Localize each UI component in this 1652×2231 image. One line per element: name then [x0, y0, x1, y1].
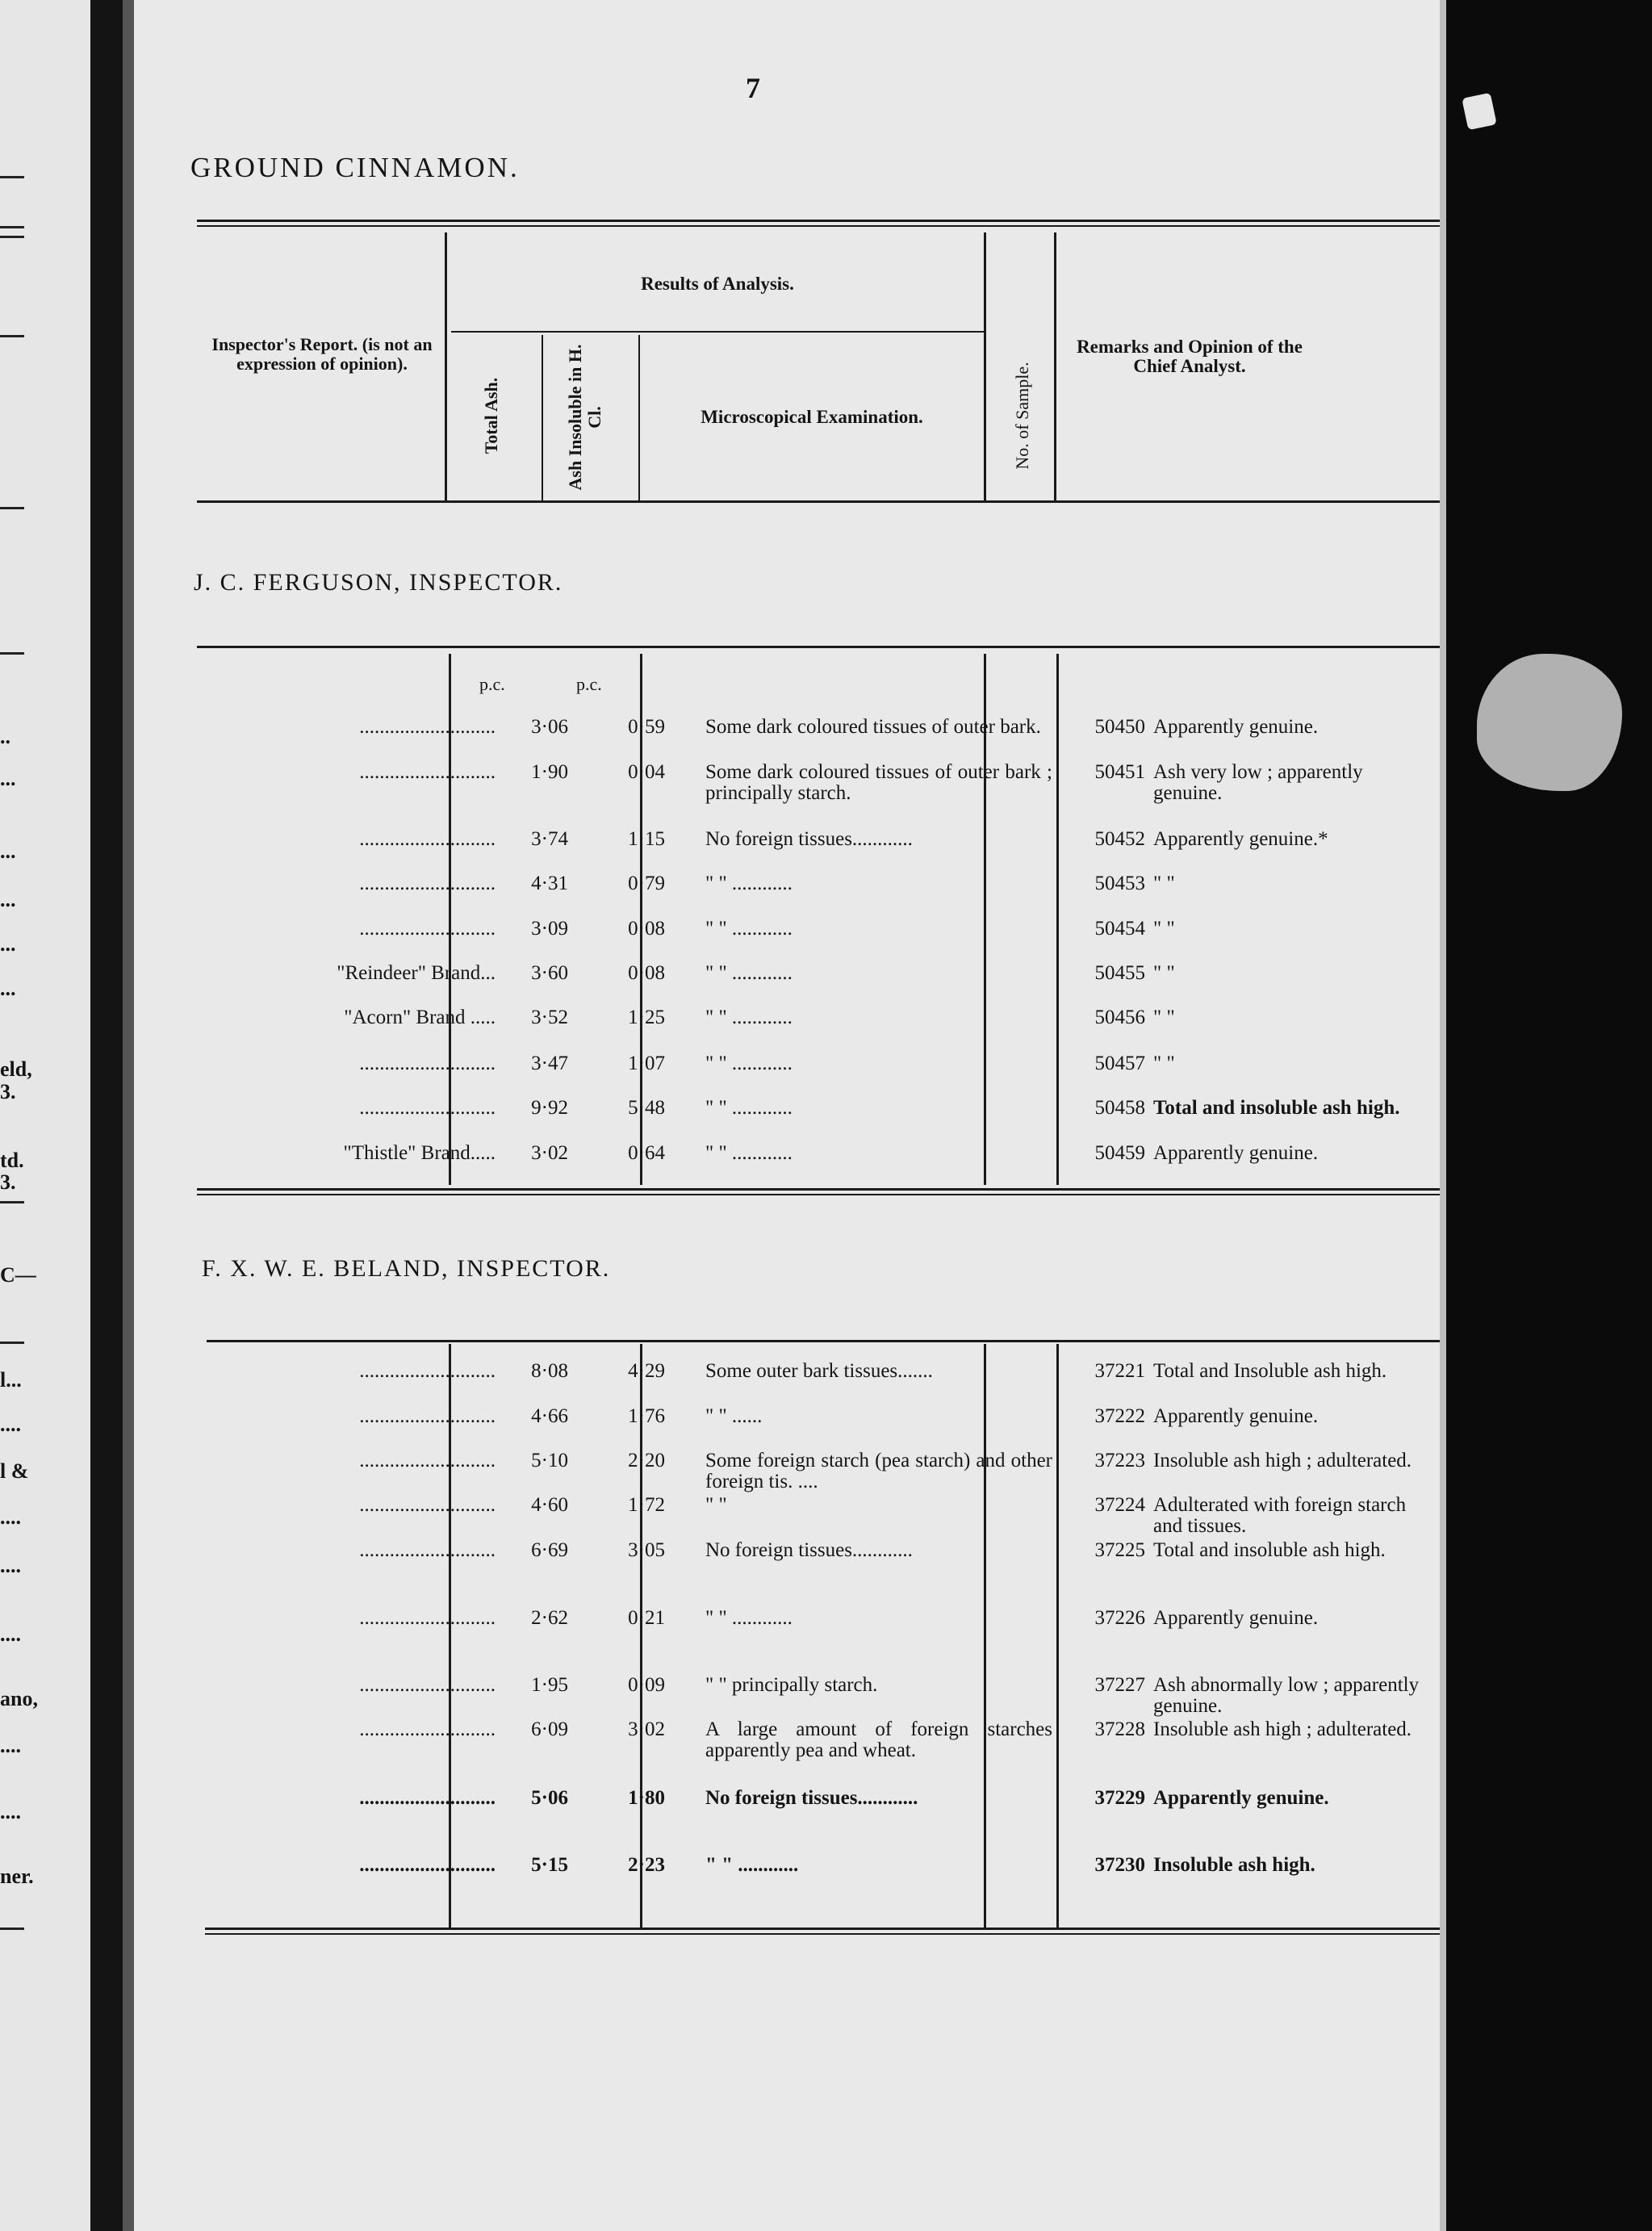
cell-sample-no: 50453 — [1094, 873, 1145, 894]
cell-remarks: Insoluble ash high ; adulterated. — [1153, 1718, 1412, 1740]
col-divider — [1056, 1344, 1059, 1929]
cell-remarks: " " — [1153, 1053, 1175, 1074]
header-remarks: Remarks and Opinion of the Chief Analyst. — [1077, 337, 1303, 376]
header-top-rule — [197, 220, 1440, 227]
unit-label: p.c. — [479, 674, 505, 694]
cell-remarks: Apparently genuine. — [1153, 716, 1319, 738]
col-divider — [449, 1344, 451, 1929]
margin-rule — [0, 1201, 24, 1203]
cell-report: ........................... — [359, 1855, 496, 1876]
cell-report: "Acorn" Brand ..... — [344, 1007, 496, 1028]
margin-rule — [0, 335, 24, 337]
cell-microscopical: No foreign tissues............ — [705, 828, 913, 850]
margin-fragment: l... — [0, 1368, 22, 1392]
cell-report: ........................... — [359, 1450, 496, 1471]
margin-fragment: ner. — [0, 1865, 34, 1888]
cell-remarks: Ash abnormally low ; apparently genuine. — [1153, 1674, 1420, 1717]
cell-sample-no: 37225 — [1094, 1539, 1145, 1561]
cell-remarks: Apparently genuine. — [1153, 1405, 1319, 1427]
margin-fragment: ... — [0, 839, 16, 863]
document-page — [134, 0, 1440, 2231]
cell-insoluble: 0·79 — [628, 873, 665, 894]
margin-rule — [0, 236, 24, 238]
cell-report: ........................... — [359, 1788, 496, 1809]
cell-report: ........................... — [359, 919, 496, 940]
header-inspector-report: Inspector's Report. (is not an expression of opinion). — [211, 334, 433, 374]
cell-insoluble: 0·04 — [628, 761, 665, 783]
cell-report: ........................... — [359, 717, 496, 738]
cell-total-ash: 9·92 — [531, 1097, 568, 1119]
margin-fragment: eld, — [0, 1057, 32, 1081]
cell-remarks: " " — [1153, 962, 1175, 984]
cell-microscopical: A large amount of foreign starches apparently pea and wheat. — [705, 1718, 1052, 1761]
header-results-of-analysis: Results of Analysis. — [641, 274, 794, 294]
cell-remarks: Apparently genuine. — [1153, 1142, 1319, 1164]
facing-page-strip — [0, 0, 90, 2231]
header-bottom-rule — [197, 500, 1440, 503]
cell-total-ash: 3·02 — [531, 1142, 568, 1164]
cell-sample-no: 50457 — [1094, 1053, 1145, 1074]
cell-microscopical: Some outer bark tissues....... — [705, 1360, 933, 1382]
cell-remarks: Total and insoluble ash high. — [1153, 1539, 1386, 1561]
cell-insoluble: 3·02 — [628, 1718, 665, 1740]
cell-total-ash: 4·60 — [531, 1494, 568, 1516]
cell-sample-no: 50454 — [1094, 918, 1145, 940]
col-divider — [638, 335, 640, 500]
cell-total-ash: 3·60 — [531, 962, 568, 984]
cell-microscopical: " " ...... — [705, 1405, 763, 1427]
cell-microscopical: " " ............ — [705, 918, 793, 940]
header-total-ash: Total Ash. — [481, 377, 501, 454]
cell-remarks: Insoluble ash high. — [1153, 1854, 1315, 1876]
cell-total-ash: 5·10 — [531, 1450, 568, 1471]
inspector-heading: F. X. W. E. BELAND, INSPECTOR. — [202, 1255, 611, 1282]
col-divider — [1056, 654, 1059, 1185]
cell-total-ash: 3·06 — [531, 716, 568, 738]
margin-fragment: .... — [0, 1622, 21, 1646]
cell-insoluble: 0·08 — [628, 918, 665, 940]
group-bottom-rule — [197, 1188, 1440, 1195]
cell-microscopical: " " ............ — [705, 1053, 793, 1074]
cell-microscopical: " " ............ — [705, 1007, 793, 1028]
cell-total-ash: 4·31 — [531, 873, 568, 894]
cell-report: ........................... — [359, 1098, 496, 1119]
cell-insoluble: 0·59 — [628, 716, 665, 738]
margin-fragment: l & — [0, 1459, 29, 1483]
paper-scrap — [1462, 93, 1497, 131]
cell-report: ........................... — [359, 1053, 496, 1074]
cell-sample-no: 50456 — [1094, 1007, 1145, 1028]
col-divider — [542, 335, 543, 500]
col-divider — [445, 232, 447, 500]
cell-report: ........................... — [359, 762, 496, 783]
cell-insoluble: 4·29 — [628, 1360, 665, 1382]
cell-total-ash: 2·62 — [531, 1607, 568, 1629]
margin-rule — [0, 507, 24, 509]
cell-remarks: " " — [1153, 873, 1175, 894]
cell-report: "Reindeer" Brand... — [337, 963, 496, 984]
cell-report: ........................... — [359, 829, 496, 850]
cell-insoluble: 1·15 — [628, 828, 665, 850]
cell-total-ash: 3·74 — [531, 828, 568, 850]
cell-sample-no: 37224 — [1094, 1494, 1145, 1516]
cell-sample-no: 37222 — [1094, 1405, 1145, 1427]
cell-report: ........................... — [359, 1540, 496, 1561]
cell-total-ash: 3·47 — [531, 1053, 568, 1074]
cell-report: ........................... — [359, 1361, 496, 1382]
cell-report: ........................... — [359, 1719, 496, 1740]
cell-sample-no: 37221 — [1094, 1360, 1145, 1382]
cell-insoluble: 1·80 — [628, 1787, 665, 1809]
cell-remarks: Apparently genuine. — [1153, 1787, 1329, 1809]
cell-remarks: Total and Insoluble ash high. — [1153, 1360, 1387, 1382]
cell-total-ash: 5·06 — [531, 1787, 568, 1809]
cell-microscopical: Some dark coloured tissues of outer bark. — [705, 716, 1041, 738]
cell-insoluble: 1·72 — [628, 1494, 665, 1516]
cell-sample-no: 50458 — [1094, 1097, 1145, 1119]
cell-total-ash: 8·08 — [531, 1360, 568, 1382]
cell-total-ash: 4·66 — [531, 1405, 568, 1427]
cell-insoluble: 2·23 — [628, 1854, 665, 1876]
cell-report: ........................... — [359, 873, 496, 894]
cell-remarks: Total and insoluble ash high. — [1153, 1097, 1400, 1119]
cell-microscopical: " " ............ — [705, 873, 793, 894]
binding-gutter — [90, 0, 123, 2231]
cell-sample-no: 50452 — [1094, 828, 1145, 850]
cell-insoluble: 0·08 — [628, 962, 665, 984]
cell-total-ash: 6·69 — [531, 1539, 568, 1561]
cell-insoluble: 3·05 — [628, 1539, 665, 1561]
cell-remarks: " " — [1153, 918, 1175, 940]
margin-fragment: ano, — [0, 1687, 38, 1710]
margin-fragment: 3. — [0, 1170, 16, 1194]
results-rule — [451, 331, 984, 333]
cell-microscopical: No foreign tissues............ — [705, 1787, 918, 1809]
cell-sample-no: 37228 — [1094, 1718, 1145, 1740]
cell-report: ........................... — [359, 1406, 496, 1427]
cell-insoluble: 5·48 — [628, 1097, 665, 1119]
group-top-rule — [207, 1340, 1440, 1342]
margin-fragment: .... — [0, 1800, 21, 1823]
cell-microscopical: " " ............ — [705, 1097, 793, 1119]
cell-microscopical: Some foreign starch (pea starch) and other foreign tis. .... — [705, 1450, 1052, 1492]
cell-microscopical: " " principally starch. — [705, 1674, 878, 1696]
cell-total-ash: 5·15 — [531, 1854, 568, 1876]
cell-sample-no: 37229 — [1094, 1787, 1145, 1809]
cell-microscopical: No foreign tissues............ — [705, 1539, 913, 1561]
margin-fragment: 3. — [0, 1080, 16, 1103]
cell-insoluble: 0·64 — [628, 1142, 665, 1164]
margin-fragment: ... — [0, 767, 16, 790]
margin-rule — [0, 1928, 24, 1930]
cell-sample-no: 50450 — [1094, 716, 1145, 738]
cell-remarks: Insoluble ash high ; adulterated. — [1153, 1450, 1412, 1471]
col-divider — [984, 232, 986, 500]
col-divider — [640, 1344, 642, 1929]
cell-insoluble: 1·25 — [628, 1007, 665, 1028]
cell-report: ........................... — [359, 1675, 496, 1696]
margin-fragment: .. — [0, 725, 10, 748]
cell-sample-no: 37223 — [1094, 1450, 1145, 1471]
cell-microscopical: " " ............ — [705, 1142, 793, 1164]
cell-remarks: Apparently genuine. — [1153, 1607, 1319, 1629]
margin-rule — [0, 176, 24, 178]
unit-label: p.c. — [576, 674, 602, 694]
cell-sample-no: 37227 — [1094, 1674, 1145, 1696]
section-title: GROUND CINNAMON. — [190, 152, 520, 183]
group-top-rule — [197, 646, 1440, 648]
margin-fragment: .... — [0, 1554, 21, 1577]
cell-remarks: Adulterated with foreign starch and tissues. — [1153, 1494, 1407, 1537]
cell-microscopical: " " ............ — [705, 1854, 799, 1876]
margin-rule — [0, 652, 24, 655]
cell-remarks: " " — [1153, 1007, 1175, 1028]
margin-rule — [0, 1342, 24, 1344]
cell-sample-no: 50455 — [1094, 962, 1145, 984]
cell-sample-no: 50459 — [1094, 1142, 1145, 1164]
page-edge — [1440, 0, 1446, 2231]
cell-insoluble: 2·20 — [628, 1450, 665, 1471]
margin-fragment: ... — [0, 977, 16, 1000]
cell-report: ........................... — [359, 1608, 496, 1629]
header-no-of-sample: No. of Sample. — [1012, 362, 1032, 470]
cell-insoluble: 1·76 — [628, 1405, 665, 1427]
cell-sample-no: 37230 — [1094, 1854, 1145, 1876]
cell-remarks: Apparently genuine.* — [1153, 828, 1328, 850]
cell-total-ash: 3·52 — [531, 1007, 568, 1028]
margin-fragment: C— — [0, 1263, 36, 1287]
cell-total-ash: 1·90 — [531, 761, 568, 783]
cell-report: ........................... — [359, 1495, 496, 1516]
margin-fragment: ... — [0, 888, 16, 911]
header-ash-insoluble: Ash Insoluble in H. Cl. — [565, 344, 604, 491]
cell-report: "Thistle" Brand..... — [343, 1143, 496, 1164]
col-divider — [1054, 232, 1056, 500]
cell-microscopical: Some dark coloured tissues of outer bark ; principally starch. — [705, 761, 1052, 804]
cell-total-ash: 3·09 — [531, 918, 568, 940]
cell-remarks: Ash very low ; apparently genuine. — [1153, 761, 1363, 804]
margin-fragment: ... — [0, 932, 16, 956]
cell-microscopical: " " — [705, 1494, 727, 1516]
margin-fragment: .... — [0, 1734, 21, 1757]
margin-fragment: .... — [0, 1413, 21, 1436]
cell-microscopical: " " ............ — [705, 962, 793, 984]
cell-insoluble: 0·21 — [628, 1607, 665, 1629]
paper-stain — [1477, 654, 1622, 791]
margin-fragment: .... — [0, 1505, 21, 1529]
group-bottom-rule — [205, 1928, 1440, 1935]
page-number: 7 — [746, 72, 760, 104]
inspector-heading: J. C. FERGUSON, INSPECTOR. — [194, 569, 563, 596]
col-divider — [984, 1344, 986, 1929]
margin-rule — [0, 226, 24, 228]
margin-fragment: td. — [0, 1149, 24, 1172]
cell-microscopical: " " ............ — [705, 1607, 793, 1629]
cell-sample-no: 37226 — [1094, 1607, 1145, 1629]
cell-total-ash: 6·09 — [531, 1718, 568, 1740]
cell-sample-no: 50451 — [1094, 761, 1145, 783]
cell-insoluble: 1·07 — [628, 1053, 665, 1074]
cell-insoluble: 0·09 — [628, 1674, 665, 1696]
cell-total-ash: 1·95 — [531, 1674, 568, 1696]
header-microscopical: Microscopical Examination. — [701, 407, 923, 427]
